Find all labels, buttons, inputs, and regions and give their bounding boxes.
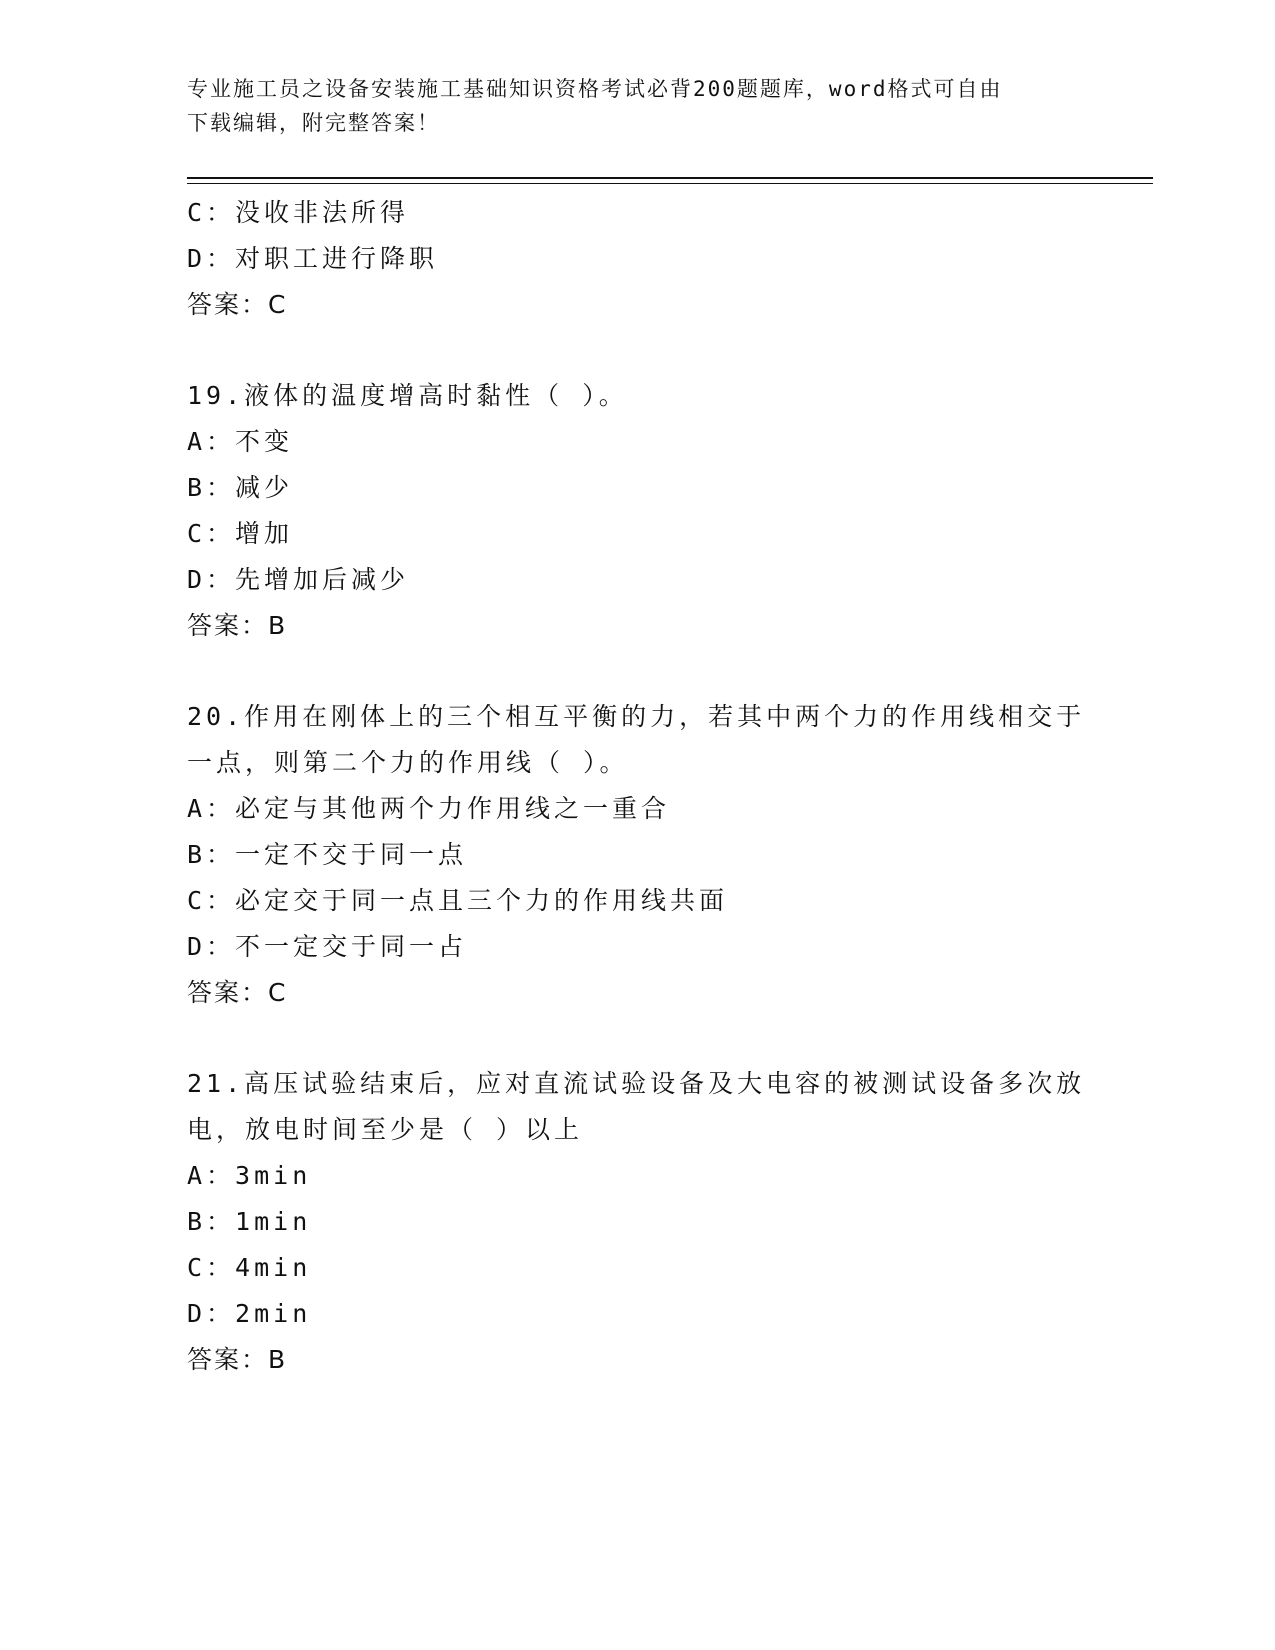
option-c: C：没收非法所得 [187,198,410,227]
question-stem-line-2: 一点，则第二个力的作用线（ ）。 [187,748,629,777]
option-c: C：必定交于同一点且三个力的作用线共面 [187,886,729,915]
option-b: B：一定不交于同一点 [187,840,468,869]
header-rule-thick [187,177,1153,179]
answer: 答案：B [187,611,288,640]
option-a: A：必定与其他两个力作用线之一重合 [187,794,671,823]
question-19 [187,373,1087,649]
question-20 [187,694,1087,1016]
header-line-1: 专业施工员之设备安装施工基础知识资格考试必背200题题库，word格式可自由 [187,77,1003,101]
spacer [187,328,1087,373]
question-stem-line-2: 电，放电时间至少是（ ）以上 [187,1115,584,1144]
header-rule-thin [187,183,1153,184]
previous-question-tail [187,190,1087,328]
option-c: C：4min [187,1253,312,1282]
answer: 答案：C [187,978,288,1007]
option-d: D：对职工进行降职 [187,244,439,273]
question-content [187,190,1087,1383]
question-stem: 19.液体的温度增高时黏性（ ）。 [187,381,628,410]
option-a: A：不变 [187,427,294,456]
option-a: A：3min [187,1161,312,1190]
option-c: C：增加 [187,519,294,548]
option-d: D：不一定交于同一占 [187,932,468,961]
document-header [187,72,1087,140]
spacer [187,1016,1087,1061]
answer: 答案：B [187,1345,288,1374]
question-stem-line-1: 20.作用在刚体上的三个相互平衡的力，若其中两个力的作用线相交于 [187,702,1086,731]
answer: 答案：C [187,290,288,319]
option-b: B：1min [187,1207,312,1236]
header-line-2: 下载编辑，附完整答案！ [187,111,440,135]
question-stem-line-1: 21.高压试验结束后，应对直流试验设备及大电容的被测试设备多次放 [187,1069,1086,1098]
option-d: D：2min [187,1299,312,1328]
option-d: D：先增加后减少 [187,565,410,594]
spacer [187,649,1087,694]
option-b: B：减少 [187,473,294,502]
question-21 [187,1061,1087,1383]
